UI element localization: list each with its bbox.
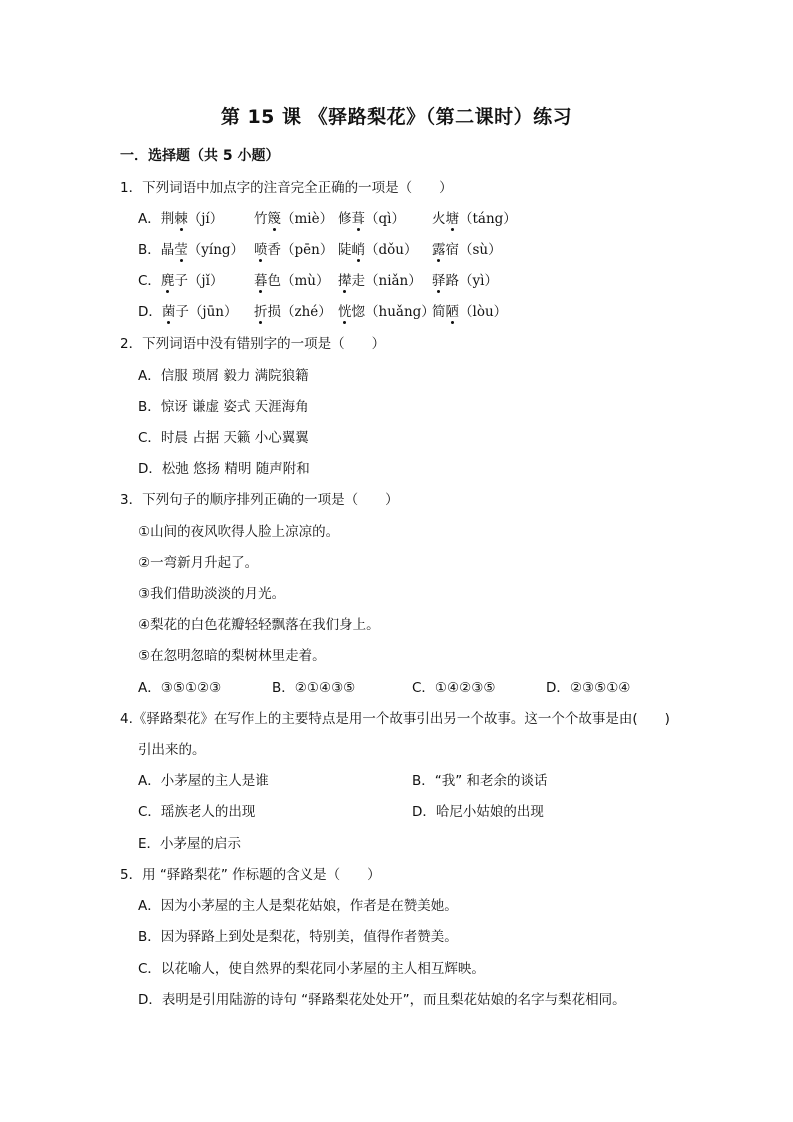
question-5-stem: 5．用 “驿路梨花” 作标题的含义是（ ）	[120, 867, 381, 883]
word-char: 简	[432, 304, 446, 320]
question-2-option-c: C．时晨 占据 天籁 小心翼翼	[138, 430, 309, 446]
page-title: 第 15 课 《驿路梨花》（第二课时）练习	[220, 106, 573, 128]
dotted-char: 恍	[338, 300, 352, 320]
pinyin-annotation: （qì）	[365, 211, 405, 227]
word-char: 晶	[160, 242, 175, 258]
pinyin-annotation: （niǎn）	[365, 273, 422, 289]
word-char: 损	[267, 304, 281, 320]
question-1-option-c-word	[138, 269, 223, 289]
pinyin-annotation: （táng）	[459, 211, 517, 227]
dotted-char: 露	[432, 238, 446, 258]
pinyin-annotation: （jí）	[187, 211, 224, 227]
dotted-char: 棘	[174, 207, 188, 227]
question-1-option-a-word	[254, 207, 333, 227]
pinyin-annotation: （sù）	[459, 242, 502, 258]
word-char: 荆	[160, 211, 175, 227]
question-2-option-b: B．惊讶 谦虚 姿式 天涯海角	[138, 399, 309, 415]
question-3-option-d: D．②③⑤①④	[546, 680, 631, 696]
question-2-option-a: A．信服 琐屑 毅力 满院狼籍	[138, 368, 309, 384]
word-char: 路	[445, 273, 459, 289]
dotted-char: 篾	[268, 207, 282, 227]
word-char: 火	[432, 211, 446, 227]
pinyin-annotation: （lòu）	[459, 304, 508, 320]
question-1-option-c-word	[338, 269, 422, 289]
pinyin-annotation: （jǐ）	[187, 273, 224, 289]
option-label: B．	[138, 242, 161, 258]
question-1-option-a-word	[138, 207, 223, 227]
question-3-sentence: ⑤在忽明忽暗的梨树林里走着。	[138, 648, 326, 664]
dotted-char: 麂	[161, 269, 175, 289]
question-3-sentence: ①山间的夜风吹得人脸上凉凉的。	[138, 524, 340, 540]
question-3-sentence: ②一弯新月升起了。	[138, 555, 259, 571]
word-char: 惚	[351, 304, 365, 320]
question-5-option-a: A．因为小茅屋的主人是梨花姑娘，作者是在赞美她。	[138, 898, 458, 914]
question-1-option-a-word	[338, 207, 405, 227]
dotted-char: 折	[254, 300, 268, 320]
dotted-char: 驿	[432, 269, 446, 289]
option-label: C．	[138, 273, 161, 289]
pinyin-annotation: （dǒu）	[365, 242, 418, 258]
dotted-char: 撵	[338, 269, 352, 289]
question-3-sentence: ③我们借助淡淡的月光。	[138, 586, 286, 602]
question-5-option-d: D．表明是引用陆游的诗句 “驿路梨花处处开”，而且梨花姑娘的名字与梨花相同。	[138, 992, 626, 1008]
question-5-option-c: C．以花喻人，使自然界的梨花同小茅屋的主人相互辉映。	[138, 961, 485, 977]
question-4-stem: 4.《驿路梨花》在写作上的主要特点是用一个故事引出另一个故事。这一个个故事是由( )	[120, 711, 670, 727]
question-4-option-a: A．小茅屋的主人是谁	[138, 773, 269, 789]
question-1-option-d-word	[138, 300, 237, 320]
section-heading: 一．选择题（共 5 小题）	[120, 148, 280, 164]
dotted-char: 暮	[254, 269, 268, 289]
word-char: 竹	[254, 211, 268, 227]
question-1-option-b-word	[338, 238, 417, 258]
word-char: 色	[267, 273, 281, 289]
question-2-stem: 2．下列词语中没有错别字的一项是（ ）	[120, 336, 386, 352]
question-2-option-d: D．松弛 悠扬 精明 随声附和	[138, 461, 310, 477]
pinyin-annotation: （miè）	[281, 211, 334, 227]
question-1-option-d-word	[432, 300, 507, 320]
question-1-option-d-word	[254, 300, 332, 320]
word-char: 宿	[445, 242, 459, 258]
question-3-option-a: A．③⑤①②③	[138, 680, 222, 696]
word-char: 子	[174, 273, 188, 289]
question-1-stem: 1．下列词语中加点字的注音完全正确的一项是（ ）	[120, 180, 453, 196]
question-3-option-b: B．②①④③⑤	[272, 680, 356, 696]
word-char: 修	[338, 211, 352, 227]
question-1-option-d-word	[338, 300, 435, 320]
dotted-char: 陋	[446, 300, 460, 320]
question-3-option-c: C．①④②③⑤	[412, 680, 496, 696]
pinyin-annotation: （zhé）	[281, 304, 332, 320]
question-1-option-a-word	[432, 207, 517, 227]
question-4-option-b: B．“我” 和老余的谈话	[412, 773, 548, 789]
pinyin-annotation: （yì）	[459, 273, 498, 289]
question-1-option-b-word	[432, 238, 502, 258]
question-4-option-d: D．哈尼小姑娘的出现	[412, 804, 544, 820]
question-4-option-e: E．小茅屋的启示	[138, 836, 242, 852]
dotted-char: 峭	[352, 238, 366, 258]
pinyin-annotation: （yíng）	[187, 242, 245, 258]
question-1-option-c-word	[254, 269, 330, 289]
word-char: 子	[175, 304, 189, 320]
pinyin-annotation: （mù）	[281, 273, 330, 289]
dotted-char: 菌	[162, 300, 176, 320]
dotted-char: 喷	[254, 238, 268, 258]
word-char: 走	[351, 273, 365, 289]
pinyin-annotation: （jūn）	[188, 304, 238, 320]
pinyin-annotation: （pēn）	[281, 242, 334, 258]
question-1-option-b-word	[138, 238, 244, 258]
dotted-char: 莹	[174, 238, 188, 258]
dotted-char: 葺	[352, 207, 366, 227]
word-char: 香	[267, 242, 281, 258]
question-3-sentence: ④梨花的白色花瓣轻轻飘落在我们身上。	[138, 617, 380, 633]
option-label: A．	[138, 211, 161, 227]
option-label: D．	[138, 304, 162, 320]
question-4-stem-continued: 引出来的。	[138, 742, 206, 758]
pinyin-annotation: （huǎng）	[365, 304, 435, 320]
question-5-option-b: B．因为驿路上到处是梨花，特别美，值得作者赞美。	[138, 929, 458, 945]
question-1-option-c-word	[432, 269, 498, 289]
dotted-char: 塘	[446, 207, 460, 227]
question-1-option-b-word	[254, 238, 333, 258]
question-4-option-c: C．瑶族老人的出现	[138, 804, 256, 820]
word-char: 陡	[338, 242, 352, 258]
question-3-stem: 3．下列句子的顺序排列正确的一项是（ ）	[120, 492, 399, 508]
